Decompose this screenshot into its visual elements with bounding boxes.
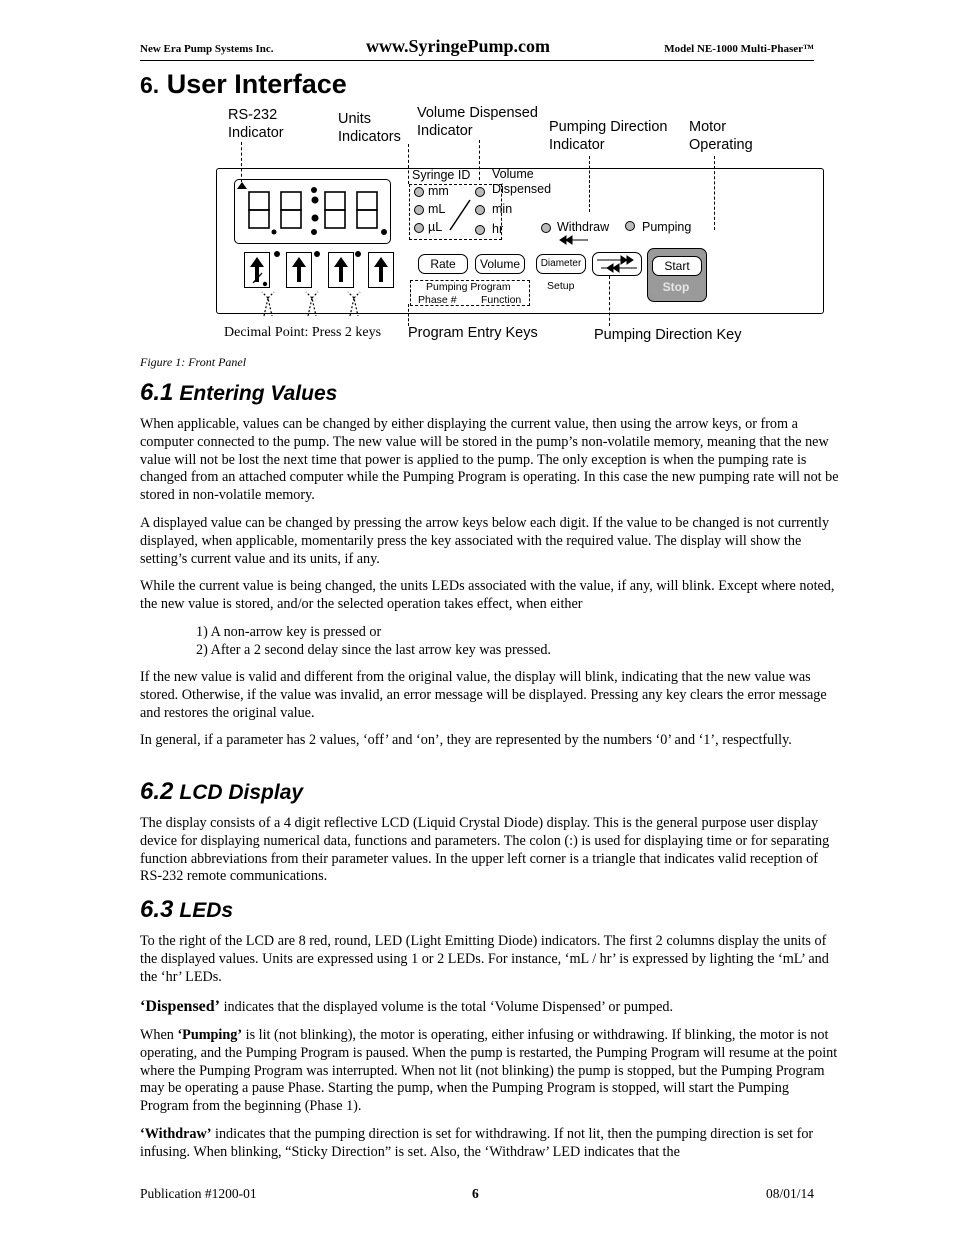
header-rule (140, 60, 814, 61)
lcd-digits-icon (235, 180, 390, 243)
section-title (140, 69, 347, 100)
section-title-text: User Interface (166, 69, 347, 99)
volume-dispensed-text (492, 167, 551, 197)
section-number: 6. (140, 72, 160, 98)
stop-key[interactable]: Stop (662, 280, 690, 294)
paragraph: In general, if a parameter has 2 values, ‘off’ and ‘on’, they are represented by the numbers ‘0’ and ‘1’, respectfully. (140, 732, 792, 748)
pumping-program-label: Pumping Program (426, 281, 511, 293)
website: www.SyringePump.com (366, 36, 550, 56)
heading-text: Entering Values (179, 382, 338, 405)
heading-number: 6.1 (140, 379, 174, 406)
text: indicates that the displayed volume is the total ‘Volume Dispensed’ or pumped. (220, 999, 674, 1015)
model-name: Model NE-1000 Multi-Phaser™ (664, 43, 814, 55)
decimal-point-dots-and-arrows-icon (244, 246, 394, 326)
led-withdraw (541, 223, 551, 233)
paragraph: To the right of the LCD are 8 red, round, LED (Light Emitting Diode) indicators. The first 2 columns display the units of the displayed values. Units are expressed using 1 or 2 LEDs. For instance, ‘mL / hr’ is expressed by lighting the ‘mL’ and the ‘hr’ LEDs. (140, 933, 829, 985)
slash-icon (446, 198, 472, 232)
front-panel-figure (140, 100, 820, 350)
paragraph (140, 998, 840, 1017)
heading-text: LCD Display (179, 781, 304, 804)
rs232-label: RS-232 Indicator (228, 107, 284, 141)
heading-number: 6.3 (140, 896, 174, 923)
publication-number: Publication #1200-01 (140, 1186, 257, 1201)
pumping-label: Pumping (642, 220, 692, 234)
text: indicates that the pumping direction is set for withdrawing. If not lit, then the pumping direction is set for infusing. When blinking, “Sticky Direction” is set. Also, the ‘Withdraw’ LED indicates that the (140, 1126, 814, 1160)
withdraw-label: Withdraw (557, 220, 610, 234)
direction-key-label: Pumping Direction Key (594, 327, 742, 343)
led-hr (475, 225, 485, 235)
syringe-id-label: Syringe ID (412, 168, 471, 182)
paragraph: When applicable, values can be changed by either displaying the current value, then using the arrow keys, or from a computer connected to the pump. The new value will be stored in the pump’s non-volatile memory, meaning that the new value will not be lost the next time that power is applied to the pump. The only exception is when the pumping rate is changed from an attached computer while the Pumping Program is operating. In this case the new pumping rate will not be stored in non-volatile memory. (140, 416, 839, 504)
heading-6-1 (140, 379, 337, 407)
direction-arrows-icon (593, 253, 641, 275)
ml-label: mL (428, 202, 446, 216)
led-pumping (625, 221, 635, 231)
led-dispensed (475, 187, 485, 197)
mm-label: mm (428, 184, 449, 198)
function-label: Function (481, 294, 522, 306)
pumping-direction-label: Pumping Direction Indicator (549, 119, 668, 153)
text: is lit (not blinking), the motor is operating, either infusing or withdrawing. If blinking, the motor is not operating, and the Pumping Program is paused. When the pump is restarted, the Pumping Program will resume at the point where the Pumping Program was interrupted. When not lit (not blinking) the pump is stopped, but the Pumping Program may be operating a pause Phase. Starting the pump, when the Pumping Program is stopped, will start the Pumping Program from the beginning (Phase 1). (140, 1027, 838, 1115)
min-label: min (492, 202, 513, 216)
setup-label: Setup (547, 280, 575, 292)
text: When (140, 1027, 178, 1043)
heading-number: 6.2 (140, 778, 174, 805)
heading-6-2 (140, 778, 303, 806)
led-ul (414, 223, 424, 233)
pumping-direction-key[interactable] (592, 252, 642, 276)
list-item: 2) After a 2 second delay since the last arrow key was pressed. (196, 642, 551, 658)
program-leader (408, 304, 409, 326)
heading-text: LEDs (179, 899, 234, 922)
rate-key[interactable]: Rate (418, 254, 468, 274)
led-min (475, 205, 485, 215)
start-key[interactable]: Start (652, 256, 702, 276)
figure-caption: Figure 1: Front Panel (140, 355, 247, 369)
volume-dispensed-label: Volume Dispensed Indicator (417, 105, 538, 139)
dispensed-text: Dispensed (492, 182, 552, 196)
paragraph (140, 1027, 840, 1116)
volume-text: Volume (492, 167, 534, 181)
ul-label: µL (428, 220, 443, 234)
program-entry-label: Program Entry Keys (408, 325, 538, 341)
decimal-point-label: Decimal Point: Press 2 keys (224, 325, 382, 340)
paragraph: While the current value is being changed, the units LEDs associated with the value, if any, will blink. Except where noted, the new value is stored, and/or the selected operation takes effect, when either (140, 578, 835, 612)
withdraw-arrow-icon (558, 235, 592, 245)
diameter-key[interactable]: Diameter (536, 254, 586, 274)
lcd-display (234, 179, 391, 244)
company-name: New Era Pump Systems Inc. (140, 43, 274, 55)
units-label: Units Indicators (338, 111, 401, 145)
page-number: 6 (472, 1186, 479, 1201)
volume-key[interactable]: Volume (475, 254, 525, 274)
hr-label: hr (492, 222, 504, 236)
term-withdraw: ‘Withdraw’ (140, 1126, 212, 1142)
direction-key-leader (609, 276, 610, 326)
led-ml (414, 205, 424, 215)
list-item: 1) A non-arrow key is pressed or (196, 624, 382, 640)
term-pumping: ‘Pumping’ (177, 1027, 243, 1043)
phase-label: Phase # (418, 294, 457, 306)
paragraph: If the new value is valid and different from the original value, the display will blink, indicating that the new value was stored. Otherwise, if the value was invalid, an error message will be displayed. Pressing any key clears the error message and restores the original value. (140, 669, 827, 721)
heading-6-3 (140, 896, 233, 924)
publication-date: 08/01/14 (765, 1186, 814, 1201)
paragraph (140, 1126, 840, 1162)
paragraph: A displayed value can be changed by pressing the arrow keys below each digit. If the value to be changed is not currently displayed, when applicable, momentarily press the key associated with the required value. The display will show the setting’s current value and its units, if any. (140, 515, 830, 567)
motor-operating-label: Motor Operating (689, 119, 753, 153)
led-mm (414, 187, 424, 197)
paragraph: The display consists of a 4 digit reflective LCD (Liquid Crystal Diode) display. This is the general purpose user display device for displaying numerical data, functions and parameters. The colon (:) is used for displaying time or for separating function abbreviations from their parameter values. In the upper left corner is a triangle that indicates valid reception of RS-232 remote communications. (140, 815, 830, 885)
term-dispensed: ‘Dispensed’ (140, 998, 221, 1015)
